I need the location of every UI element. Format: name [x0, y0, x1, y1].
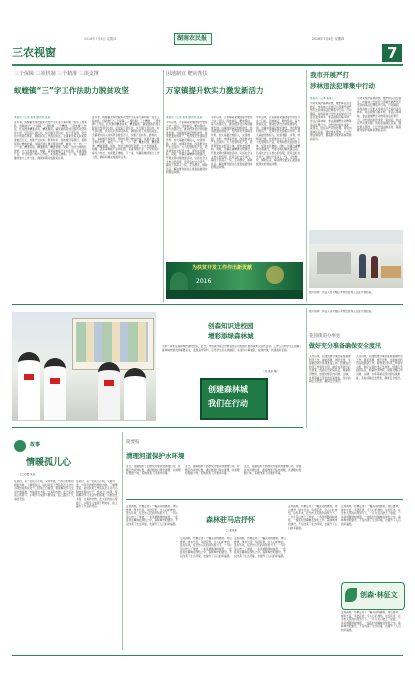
logo-text: 创森·林征文 [360, 591, 398, 599]
banner-line1: 为扶贫开发工作作出新贡献 [192, 265, 253, 271]
col3-photo-person1 [359, 254, 366, 278]
essay-body-f: 走进森林，仿佛走进了一幅流动的画卷。青山叠翠，绿水长流，鸟语花香，令人心旷神怡。这些年来，在全市人民的共同努力下，一片片荒山披上了绿装，一条条道路绿树成荫，一座座村庄掩映在绿色之中。森林城市的建设，不仅改善了生态环境，也提升了人们的幸福感。 [341, 611, 401, 632]
header-rule [12, 64, 403, 66]
section-title: 三农视窗 [12, 46, 56, 59]
essay-rule [126, 499, 403, 500]
essay-byline: □ 某某某 [226, 529, 238, 532]
col1-body-b: 近年来，蚁蝰镇坚持把脱贫攻坚作为头等大事和第一民生工程来抓，创新推行“三个保障、三项机制、三个精准、三项支撑”工作法，扎实推进精准扶贫、精准脱贫。镇党委政府成立脱贫攻坚领导小组，层层签订责任状，实行镇干部包村、村干部包组、党员包户的责任体系，确保扶贫工作落到实处。全镇累计投入扶贫资金数百万元，实施产业扶贫、教育扶贫、易地搬迁等项目，帮助贫困户增收致富。该镇还建立健全帮扶台账，做到一户一档、一户一策，精准识别、精准施策、精准管理。同时，依托当地特色资源，大力发展油茶、柑橘、蔬菜等种植产业和生猪、家禽养殖产业，引导贫困户参与合作社，实现稳定增收。下一步，该镇将继续加大工作力度，确保如期完成脱贫任务。 [92, 116, 161, 159]
mid-headline-1: 创森知识进校园 [208, 322, 254, 330]
photo-child-4 [124, 368, 146, 420]
page-number-box [382, 44, 402, 62]
bm-headline: 清理河道保护水环境 [126, 452, 185, 460]
col1-kicker: 三个保障 三项机制 三个精准 三项支撑 [14, 71, 99, 77]
rm-body-b: 入汛以来，花园街道办事处高度重视防汛工作，提前部署，周密安排，全面做好防汛各项准备工作。街道成立防汛工作领导小组，制定完善防汛应急预案，组建应急抢险队伍，储备防汛物资，加强对辖区内河道、山塘、水库等重点部位的巡查排查，及时消除安全隐患，确保安全度汛。 [356, 355, 403, 380]
essay-body-e: 走进森林，仿佛走进了一幅流动的画卷。青山叠翠，绿水长流，鸟语花香，令人心旷神怡。这些年来，在全市人民的共同努力下，一片片荒山披上了绿装，一条条道路绿树成荫，一座座村庄掩映在绿色之中。森林城市的建设，不仅改善了生态环境，也提升了人们的幸福感。 [341, 505, 401, 526]
photo-scarf-1 [24, 374, 34, 380]
col1-headline: 蚁蝰镇“三”字工作法助力脱贫攻坚 [14, 86, 129, 95]
essay-headline: 森林驻马店抒怀 [206, 516, 255, 524]
col3-photo-person2 [371, 256, 378, 278]
col2-kicker: 因地制宜 靶向帮扶 [166, 71, 208, 77]
col3-body-b: 为切实保护森林资源，维护林区治安稳定，市森林公安局近日部署开展严厉打击涉林违法犯罪集中行动。行动期间，各级森林公安机关将重点打击盗伐滥伐林木、非法收购运输木材、非法占用林地、非法猎捕野生动物等违法犯罪行为，对发现的案件线索一查到底，依法从严从快处理。同时加强林区巡查，强化源头管控，广泛开展法制宣传，提高群众保护森林资源的意识。 [357, 97, 402, 133]
photo-child-1 [18, 352, 40, 420]
col2-body-a: 今年以来，万家镇紧紧围绕提升软实力这一目标，因地制宜，靶向帮扶，着力改善民生，推动经济社会持续健康发展。该镇加强基层组织建设，选优配强村级班子，发挥党员先锋模范作用；加大基础设施投入，完善道路、水利、电网等设施，改善群众生产生活条件；大力发展特色产业，培育新型农业经营主体，促进农民增收。同时，该镇注重精神文明建设，开展文明村镇创建活动，弘扬社会主义核心价值观，营造良好社会风气。镇村干部深入一线，走访群众，倾听民意，解决群众最关心最直接最现实的利益问题。 [166, 121, 208, 175]
col3-headline-2: 涉林违法犯罪集中行动 [310, 82, 375, 90]
photo-child-2 [44, 358, 66, 420]
badge-line1: 创建森林城 [208, 385, 248, 394]
col3-photo-timber [381, 266, 401, 278]
forest-badge [200, 378, 268, 420]
col1-byline: 本报讯（记者 某某 通讯员 某某） [14, 116, 53, 119]
masthead-text: 湖南农民报 [177, 35, 208, 42]
bl-body-a: 在某村，有一位孤儿小明，父母早逝，与年迈的奶奶相依为命。了解情况后，驻村扶贫工作队队员主动与小明结成帮扶对子，经常上门看望，帮助解决学习生活中的困难，为他送去书包、文具和衣物。在大家的关心帮助下，小明学习成绩不断进步，脸上露出了久违的笑容。 [14, 480, 74, 501]
rm-label: 花园街道办事处 [309, 334, 341, 339]
bm-body-b: 近日，某镇组织干部群众开展河道清理行动，对辖区内河道垃圾、漂浮物进行集中清理，共清理垃圾数十吨，有效改善了河道水环境。 [185, 465, 240, 476]
col-divider-1 [163, 70, 164, 302]
essay-body-c: 走进森林，仿佛走进了一幅流动的画卷。青山叠翠，绿水长流，鸟语花香，令人心旷神怡。这些年来，在全市人民的共同努力下，一片片荒山披上了绿装，一条条道路绿树成荫，一座座村庄掩映在绿色之中。森林城市的建设，不仅改善了生态环境，也提升了人们的幸福感。 [234, 537, 286, 558]
essay-body-b: 走进森林，仿佛走进了一幅流动的画卷。青山叠翠，绿水长流，鸟语花香，令人心旷神怡。这些年来，在全市人民的共同努力下，一片片荒山披上了绿装，一条条道路绿树成荫，一座座村庄掩映在绿色之中。森林城市的建设，不仅改善了生态环境，也提升了人们的幸福感。 [180, 537, 232, 558]
bm-label: 简要报 [126, 440, 140, 445]
banner-ad [166, 262, 303, 299]
col3-photo [309, 230, 403, 288]
mid-body: 为进一步普及森林城市建设知识，近日，市创森办联合市林业局走进校园开展创森知识宣传活动。工作人员向学生们讲解了森林城市建设的重要意义，发放宣传资料，引导学生们从我做起，从身边小事做起，爱绿护绿，共建美好家园。 [162, 345, 303, 352]
lower-rule [12, 427, 303, 428]
col3-photo-machine [317, 252, 351, 274]
mid-rule [12, 304, 403, 305]
logo-leaf-icon [345, 588, 357, 602]
bl-byline: □ 文/图 某某 [20, 473, 36, 476]
banner-line2: 2016 [196, 278, 212, 285]
col3-photo-window [309, 230, 403, 244]
col-divider-2 [306, 70, 307, 302]
bl-headline: 情暖孤儿心 [26, 458, 72, 468]
col3-photo-caption: 图片说明：执法人员对辖区木材经营加工企业开展检查。 [309, 291, 374, 294]
mid-headline-2: 增彩添绿森林城 [208, 332, 254, 340]
badge-line2: 我们在行动 [208, 399, 248, 408]
mid-author: （吴 某某 摄） [262, 370, 280, 373]
col-divider-4 [122, 432, 123, 650]
photo-scarf-3 [104, 380, 114, 386]
col3-headline-1: 我市开展严打 [310, 71, 349, 79]
col2-body-c: 今年以来，万家镇紧紧围绕提升软实力这一目标，因地制宜，靶向帮扶，着力改善民生，推动经济社会持续健康发展。该镇加强基层组织建设，选优配强村级班子，发挥党员先锋模范作用；加大基础设施投入，完善道路、水利、电网等设施，改善群众生产生活条件；大力发展特色产业，培育新型农业经营主体，促进农民增收。同时，该镇注重精神文明建设，开展文明村镇创建活动，弘扬社会主义核心价值观，营造良好社会风气。镇村干部深入一线，走访群众，倾听民意，解决群众最关心最直接最现实的利益问题。 [256, 116, 301, 166]
bm-body-a: 近日，某镇组织干部群众开展河道清理行动，对辖区内河道垃圾、漂浮物进行集中清理，共清理垃圾数十吨，有效改善了河道水环境。 [126, 465, 181, 476]
bl-body-b: 在某村，有一位孤儿小明，父母早逝，与年迈的奶奶相依为命。了解情况后，驻村扶贫工作队队员主动与小明结成帮扶对子，经常上门看望，帮助解决学习生活中的困难，为他送去书包、文具和衣物。在大家的关心帮助下，小明学习成绩不断进步，脸上露出了久违的笑容。 [76, 480, 118, 509]
rm-caption: 图片说明：执法人员对辖区木材经营加工企业开展检查。 [309, 310, 374, 313]
photo-scarf-2 [50, 378, 60, 384]
col1-body-a: 近年来，蚁蝰镇坚持把脱贫攻坚作为头等大事和第一民生工程来抓，创新推行“三个保障、三项机制、三个精准、三项支撑”工作法，扎实推进精准扶贫、精准脱贫。镇党委政府成立脱贫攻坚领导小组，层层签订责任状，实行镇干部包村、村干部包组、党员包户的责任体系，确保扶贫工作落到实处。全镇累计投入扶贫资金数百万元，实施产业扶贫、教育扶贫、易地搬迁等项目，帮助贫困户增收致富。该镇还建立健全帮扶台账，做到一户一档、一户一策，精准识别、精准施策、精准管理。同时，依托当地特色资源，大力发展油茶、柑橘、蔬菜等种植产业和生猪、家禽养殖产业，引导贫困户参与合作社，实现稳定增收。下一步，该镇将继续加大工作力度，确保如期完成脱贫任务。 [14, 121, 87, 160]
rm-body-a: 入汛以来，花园街道办事处高度重视防汛工作，提前部署，周密安排，全面做好防汛各项准备工作。街道成立防汛工作领导小组，制定完善防汛应急预案，组建应急抢险队伍，储备防汛物资，加强对辖区内河道、山塘、水库等重点部位的巡查排查，及时消除安全隐患，确保安全度汛。 [309, 355, 351, 384]
school-photo [12, 312, 156, 421]
banner-sun [266, 266, 284, 284]
col-divider-3 [306, 308, 307, 428]
footer-rule [12, 655, 403, 656]
bm-body-c: 近日，某镇组织干部群众开展河道清理行动，对辖区内河道垃圾、漂浮物进行集中清理，共清理垃圾数十吨，有效改善了河道水环境。 [244, 465, 302, 476]
masthead-badge [174, 33, 212, 45]
page-number: 7 [387, 44, 398, 62]
col3-body-a: 为切实保护森林资源，维护林区治安稳定，市森林公安局近日部署开展严厉打击涉林违法犯罪集中行动。行动期间，各级森林公安机关将重点打击盗伐滥伐林木、非法收购运输木材、非法占用林地、非法猎捕野生动物等违法犯罪行为，对发现的案件线索一查到底，依法从严从快处理。同时加强林区巡查，强化源头管控，广泛开展法制宣传，提高群众保护森林资源的意识。 [310, 102, 352, 141]
rm-headline: 做好充分准备确保安全度汛 [309, 343, 382, 350]
col2-byline: 本报讯（记者 某某 通讯员 某某） [166, 116, 205, 119]
corner-logo [341, 582, 405, 610]
col2-headline: 万家镇提升软实力激发新活力 [166, 86, 264, 95]
col2-body-b: 今年以来，万家镇紧紧围绕提升软实力这一目标，因地制宜，靶向帮扶，着力改善民生，推动经济社会持续健康发展。该镇加强基层组织建设，选优配强村级班子，发挥党员先锋模范作用；加大基础设施投入，完善道路、水利、电网等设施，改善群众生产生活条件；大力发展特色产业，培育新型农业经营主体，促进农民增收。同时，该镇注重精神文明建设，开展文明村镇创建活动，弘扬社会主义核心价值观，营造良好社会风气。镇村干部深入一线，走访群众，倾听民意，解决群众最关心最直接最现实的利益问题。 [211, 116, 253, 170]
essay-body-a: 走进森林，仿佛走进了一幅流动的画卷。青山叠翠，绿水长流，鸟语花香，令人心旷神怡。这些年来，在全市人民的共同努力下，一片片荒山披上了绿装，一条条道路绿树成荫，一座座村庄掩映在绿色之中。森林城市的建设，不仅改善了生态环境，也提升了人们的幸福感。 [126, 505, 178, 526]
photo-child-3 [98, 362, 120, 420]
col3-byline: 本报讯（记者 某某） [310, 97, 335, 100]
page-header [12, 32, 403, 62]
header-date-small: 2016年7月8日 星期四 [84, 37, 117, 41]
photo-board-pics [76, 322, 148, 362]
banner-hill [166, 290, 303, 299]
story-tag-text: 故事 [30, 442, 41, 448]
header-date-right: 2016年7月8日 星期四 [312, 37, 345, 41]
essay-body-d: 走进森林，仿佛走进了一幅流动的画卷。青山叠翠，绿水长流，鸟语花香，令人心旷神怡。这些年来，在全市人民的共同努力下，一片片荒山披上了绿装，一条条道路绿树成荫，一座座村庄掩映在绿色之中。森林城市的建设，不仅改善了生态环境，也提升了人们的幸福感。 [288, 505, 338, 530]
story-tag [14, 440, 26, 452]
